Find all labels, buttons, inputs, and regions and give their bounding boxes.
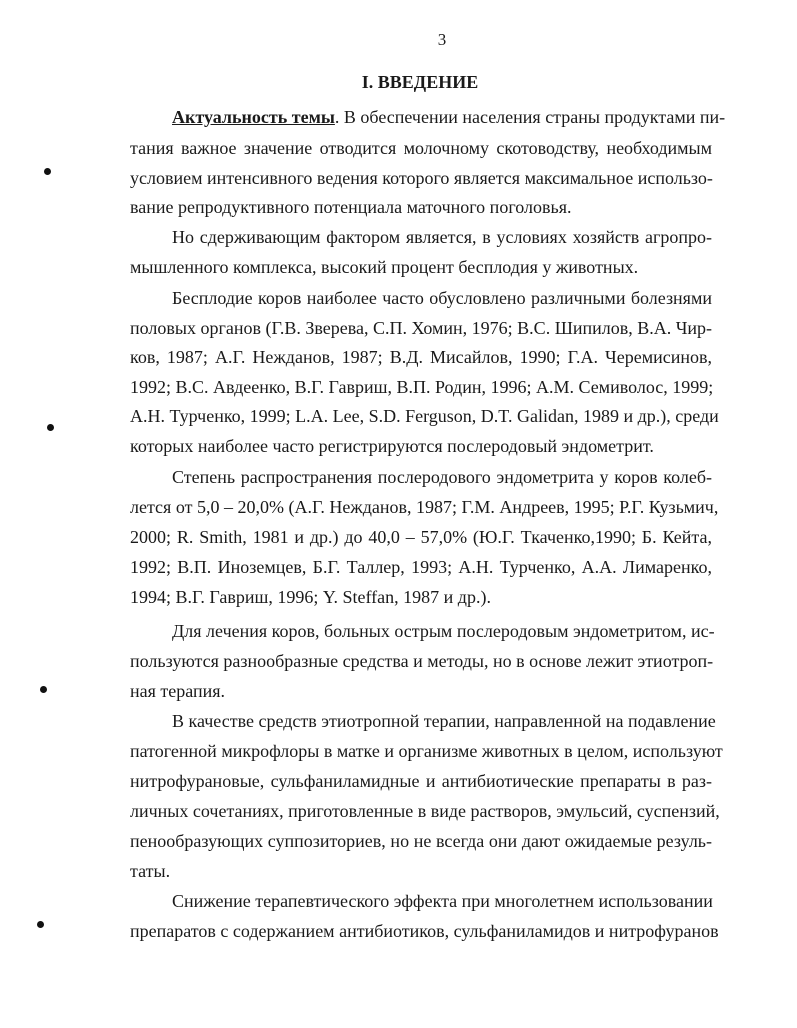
text-line: 1992; В.С. Авдеенко, В.Г. Гавриш, В.П. Родин, 1996; А.М. Семиволос, 1999; — [130, 377, 714, 397]
text-line: тания важное значение отводится молочному скотоводству, необходимым — [130, 138, 712, 158]
margin-punch-mark — [40, 686, 47, 693]
text-line: личных сочетаниях, приготовленные в виде растворов, эмульсий, суспензий, — [130, 801, 720, 821]
text-line: лется от 5,0 – 20,0% (А.Г. Нежданов, 1987; Г.М. Андреев, 1995; Р.Г. Кузьмич, — [130, 497, 719, 517]
text-line: ков, 1987; А.Г. Нежданов, 1987; В.Д. Мисайлов, 1990; Г.А. Черемисинов, — [130, 347, 712, 367]
text-line: А.Н. Турченко, 1999; L.A. Lee, S.D. Ferguson, D.T. Galidan, 1989 и др.), среди — [130, 406, 719, 426]
text-line: Снижение терапевтического эффекта при многолетнем использовании — [172, 891, 713, 911]
margin-punch-mark — [37, 921, 44, 928]
margin-punch-mark — [47, 424, 54, 431]
text-line: 1994; В.Г. Гавриш, 1996; Y. Steffan, 1987 и др.). — [130, 587, 491, 607]
text-line: Бесплодие коров наиболее часто обусловлено различными болезнями — [172, 288, 712, 308]
text-line: условием интенсивного ведения которого является максимальное использо- — [130, 168, 713, 188]
margin-punch-mark — [44, 168, 51, 175]
section-heading: I. ВВЕДЕНИЕ — [361, 72, 479, 92]
text-line: половых органов (Г.В. Зверева, С.П. Хомин, 1976; В.С. Шипилов, В.А. Чир- — [130, 318, 713, 338]
text-line: Для лечения коров, больных острым послеродовым эндометритом, ис- — [172, 621, 715, 641]
text-line: Актуальность темы. В обеспечении населения страны продуктами пи- — [172, 107, 726, 127]
text-line: Степень распространения послеродового эндометрита у коров колеб- — [172, 467, 712, 487]
text-line: мышленного комплекса, высокий процент бесплодия у животных. — [130, 257, 639, 277]
text-line: вание репродуктивного потенциала маточного поголовья. — [130, 197, 572, 217]
text-line: нитрофурановые, сульфаниламидные и антибиотические препараты в раз- — [130, 771, 712, 791]
text-line: которых наиболее часто регистрируются послеродовый эндометрит. — [130, 436, 654, 456]
text-line: пенообразующих суппозиториев, но не всегда они дают ожидаемые резуль- — [130, 831, 712, 851]
text-line: 1992; В.П. Иноземцев, Б.Г. Таллер, 1993; А.Н. Турченко, А.А. Лимаренко, — [130, 557, 712, 577]
text-line: пользуются разнообразные средства и методы, но в основе лежит этиотроп- — [130, 651, 714, 671]
topic-relevance-label: Актуальность темы — [172, 107, 335, 127]
text-line: Но сдерживающим фактором является, в условиях хозяйств агропро- — [172, 227, 712, 247]
text-line: 2000; R. Smith, 1981 и др.) до 40,0 – 57,0% (Ю.Г. Ткаченко,1990; Б. Кейта, — [130, 527, 712, 547]
page-number: 3 — [437, 30, 447, 49]
text-line: таты. — [130, 861, 171, 881]
text-line: В качестве средств этиотропной терапии, направленной на подавление — [172, 711, 716, 731]
text-line: патогенной микрофлоры в матке и организме животных в целом, используют — [130, 741, 723, 761]
text-line: препаратов с содержанием антибиотиков, сульфаниламидов и нитрофуранов — [130, 921, 719, 941]
text-line: ная терапия. — [130, 681, 226, 701]
